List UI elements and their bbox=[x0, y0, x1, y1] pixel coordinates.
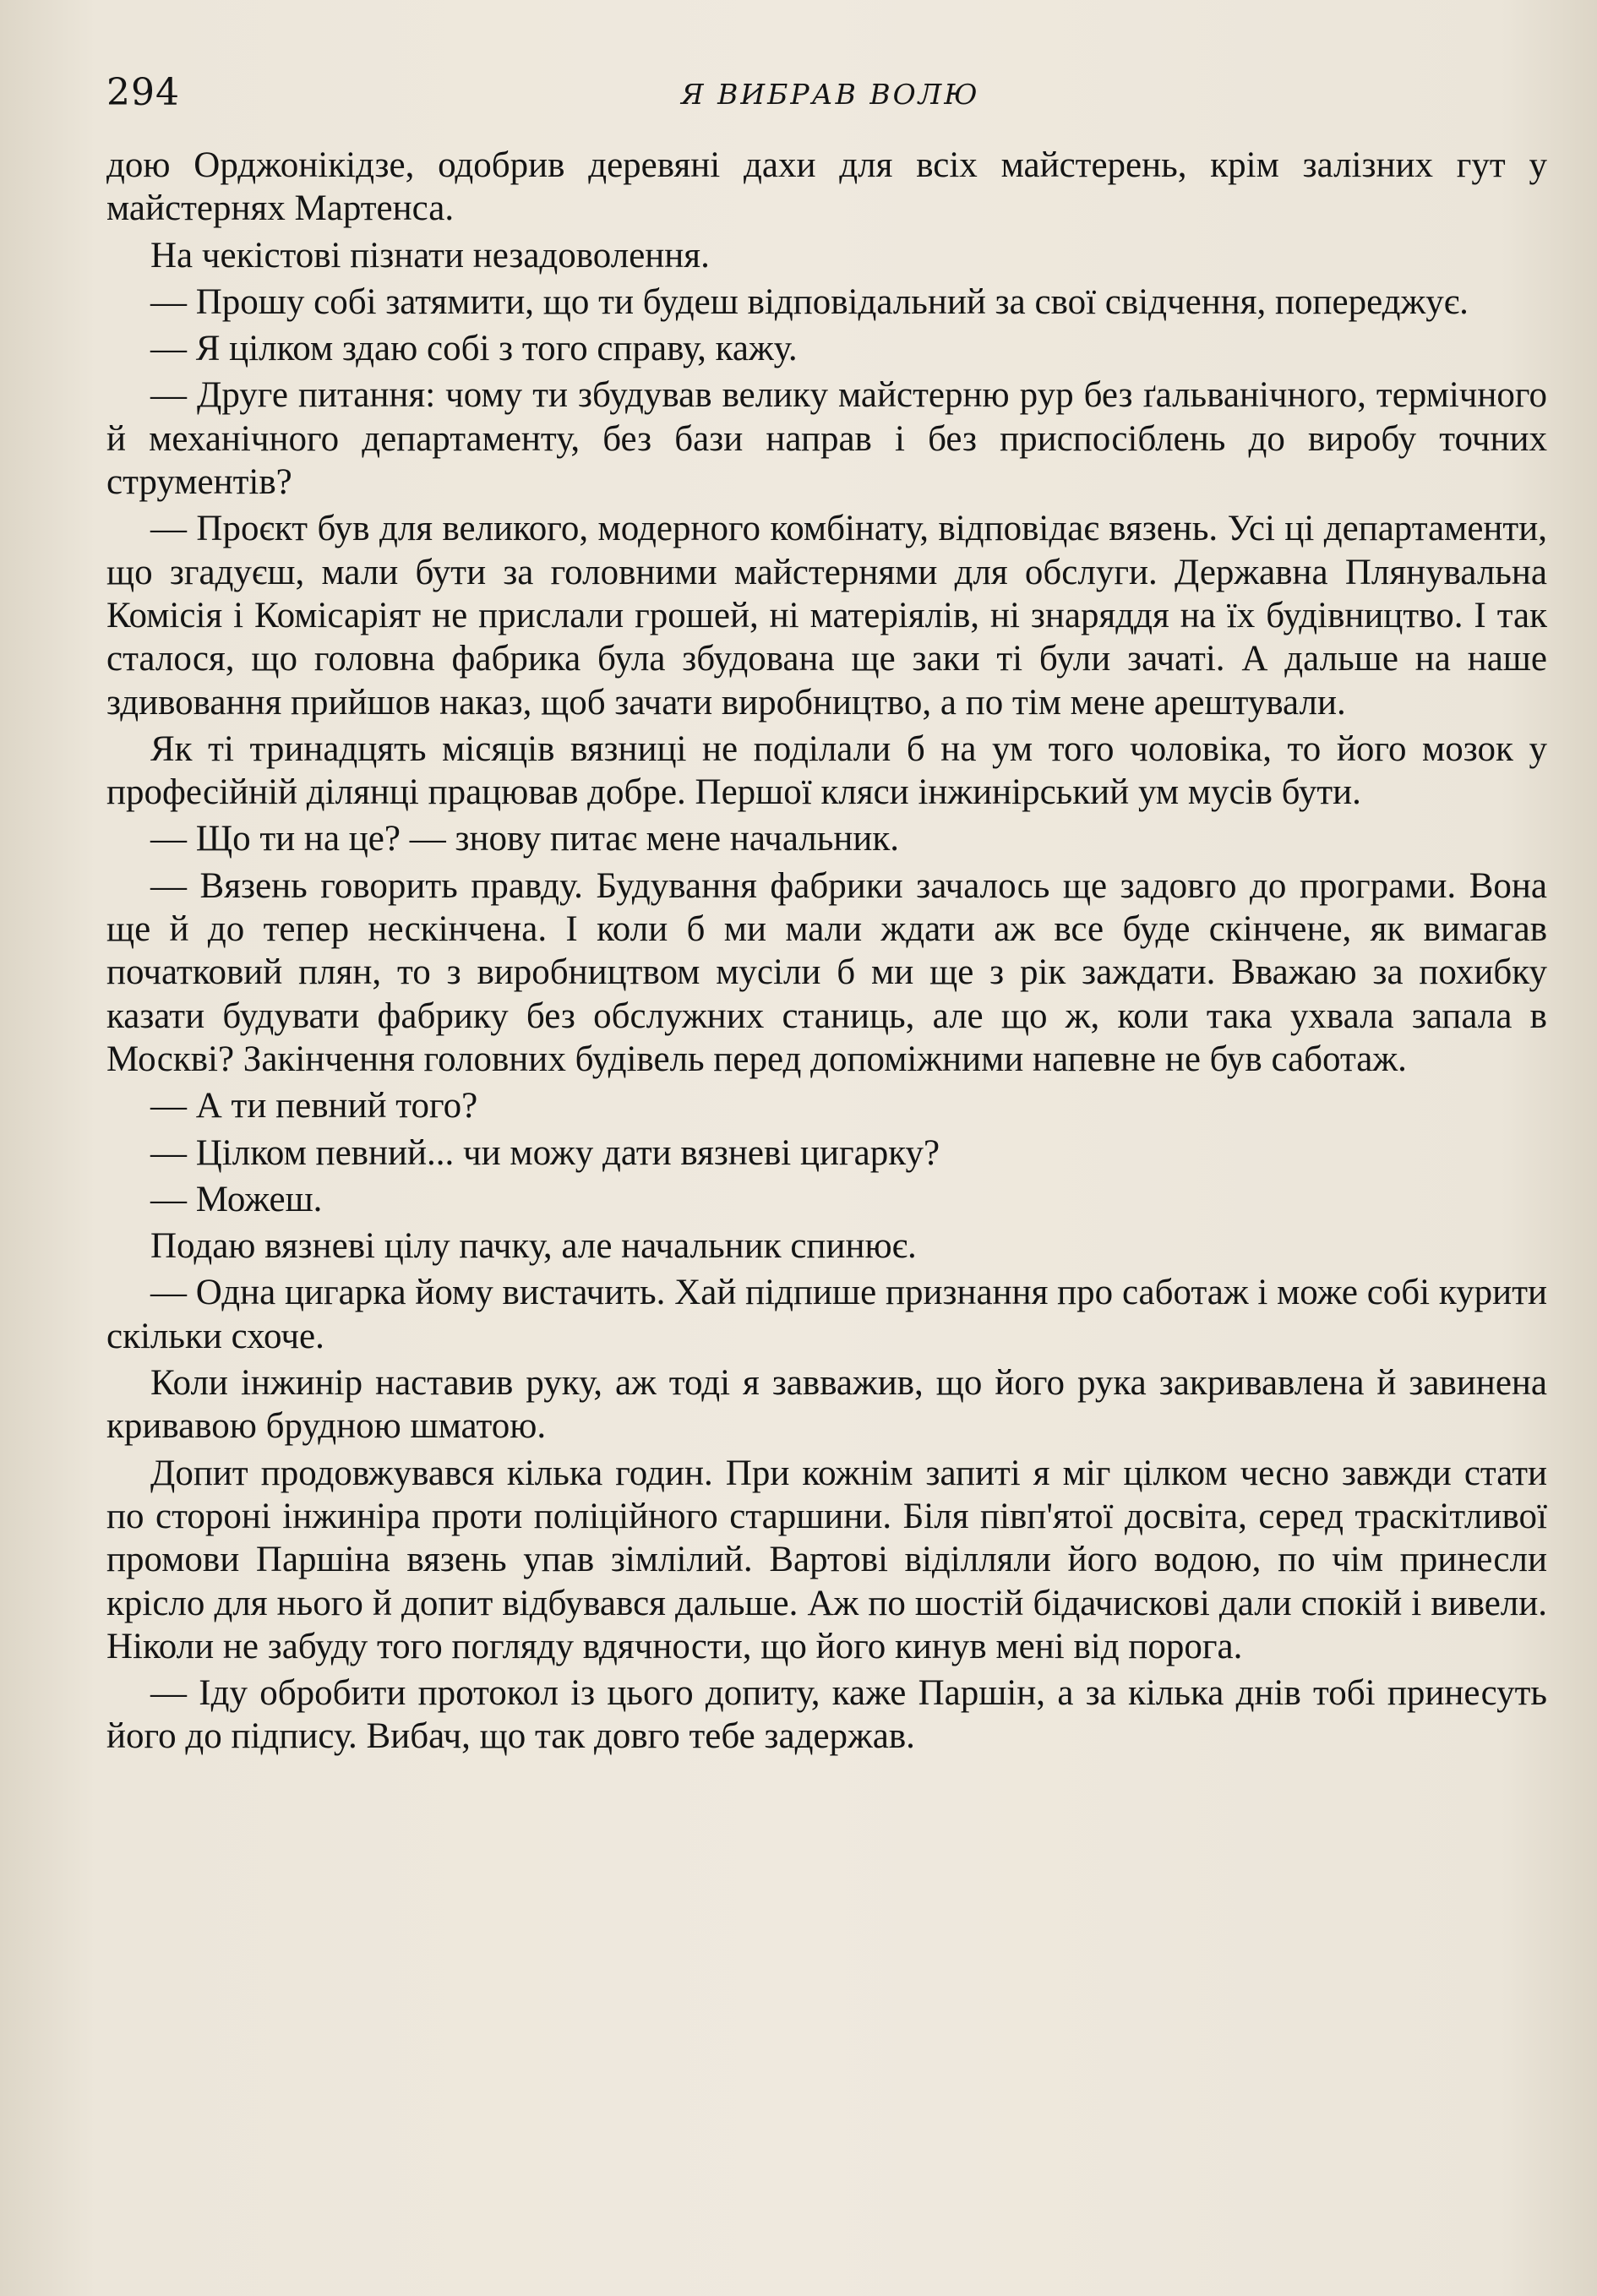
paragraph: — Я цілком здаю собі з того справу, кажу. bbox=[150, 329, 798, 369]
paragraph: — Можеш. bbox=[150, 1179, 323, 1219]
paragraph: — А ти певний того? bbox=[150, 1086, 478, 1126]
paragraph: Як ті тринадцять місяців вязниці не поділали б на ум того чоловіка, то його мозок у професійній ділянці працював добре. Першої кляси інжинірський ум мусів бути. bbox=[106, 728, 1547, 813]
body-text bbox=[106, 144, 1547, 1759]
paragraph: Допит продовжувався кілька годин. При кожнім запиті я міг цілком чесно завжди стати по стороні інжиніра проти поліційного старшини. Біля півп'ятої досвіта, серед траскітливої промови Паршіна вязень упав зімлілий. Вартові віділляли його водою, по чім принесли крісло для нього й допит відбувався дальше. Аж по шостій бідачискові дали спокій і вивели. Ніколи не забуду того погляду вдячности, що його кинув мені від порога. bbox=[106, 1453, 1547, 1666]
paragraph: Подаю вязневі цілу пачку, але начальник спинює. bbox=[150, 1226, 917, 1267]
paragraph: — Іду обробити протокол із цього допиту, каже Паршін, а за кілька днів тобі принесуть його до підпису. Вибач, що так довго тебе задержав. bbox=[106, 1673, 1547, 1757]
paragraph: — Одна цигарка йому вистачить. Хай підпише признання про саботаж і може собі курити скільки схоче. bbox=[106, 1273, 1547, 1356]
paragraph: На чекістові пізнати незадоволення. bbox=[150, 235, 710, 275]
paragraph: — Вязень говорить правду. Будування фабрики зачалось ще задовго до програми. Вона ще й до тепер нескінчена. І коли б ми мали ждати аж все буде скінчене, як вимагав початковий плян, то з виробництвом мусіли б ми ще з рік заждати. Вважаю за похибку казати будувати фабрику без обслужних станиць, але що ж, коли така ухвала запала в Москві? Закінчення головних будівель перед допоміжними напевне не був саботаж. bbox=[106, 865, 1547, 1079]
paragraph: — Друге питання: чому ти збудував велику майстерню рур без ґальванічного, термічного й механічного департаменту, без бази направ і без приспосіблень до виробу точних струментів? bbox=[106, 375, 1547, 503]
paragraph: дою Орджонікідзе, одобрив деревяні дахи для всіх майстерень, крім залізних гут у майстернях Мартенса. bbox=[106, 145, 1547, 229]
paragraph: — Прошу собі затямити, що ти будеш відповідальний за свої свідчення, попереджує. bbox=[150, 281, 1469, 322]
page-number: 294 bbox=[106, 71, 180, 114]
paragraph: Коли інжинір наставив руку, аж тоді я завважив, що його рука закривавлена й завинена кривавою брудною шматою. bbox=[106, 1363, 1547, 1447]
paragraph: — Цілком певний... чи можу дати вязневі цигарку? bbox=[150, 1132, 940, 1173]
paragraph: — Що ти на це? — знову питає мене начальник. bbox=[150, 819, 900, 859]
page-header bbox=[106, 71, 1547, 130]
paragraph: — Проєкт був для великого, модерного комбінату, відповідає вязень. Усі ці департаменти, що згадуєш, мали бути за головними майстернями для обслуги. Державна Плянувальна Комісія і Комісаріят не прислали грошей, ні матеріялів, ні знаряддя на їх будівництво. І так сталося, що головна фабрика була збудована ще заки ті були зачаті. А дальше на наше здивовання прийшов наказ, щоб зачати виробництво, а по тім мене арештували. bbox=[106, 509, 1547, 723]
running-title: Я ВИБРАВ ВОЛЮ bbox=[681, 78, 980, 111]
